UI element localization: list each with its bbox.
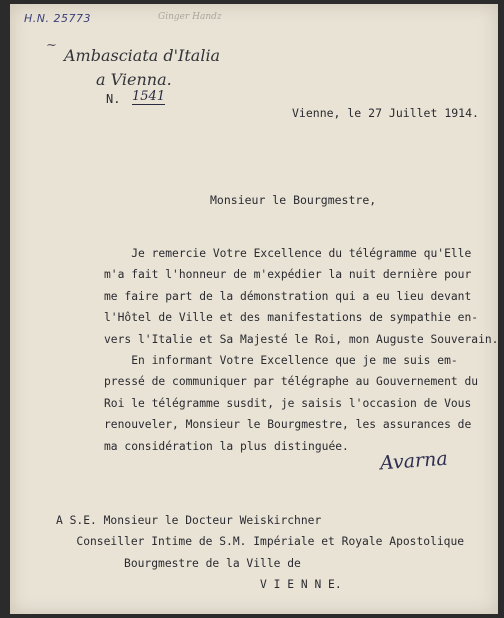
letter-page [10, 4, 498, 614]
body-line: Roi le télégramme susdit, je saisis l'occasion de Vous [104, 396, 472, 410]
salutation: Monsieur le Bourgmestre, [210, 193, 377, 207]
body-line: Je remercie Votre Excellence du télégramme qu'Elle [104, 247, 472, 260]
body-line: renouveler, Monsieur le Bourgmestre, les assurances de [104, 418, 472, 432]
protocol-number-value: 1541 [132, 89, 166, 104]
dateline: Vienne, le 27 Juillet 1914. [292, 106, 479, 120]
address-line: Bourgmestre de la Ville de [56, 556, 301, 570]
body-line: vers l'Italie et Sa Majesté le Roi, mon Auguste Souverain. [104, 332, 498, 346]
address-line: A S.E. Monsieur le Docteur Weiskirchner [56, 514, 322, 527]
body-line: En informant Votre Excellence que je me suis em- [104, 354, 458, 368]
letterhead-flourish: ~ [46, 38, 57, 53]
body-line: me faire part de la démonstration qui a eu lieu devant [104, 289, 472, 303]
address-line: V I E N N E. [56, 578, 342, 592]
handwritten-signature: Avarna [379, 447, 449, 475]
body-line: m'a fait l'honneur de m'expédier la nuit dernière pour [104, 268, 472, 282]
letter-body [104, 243, 498, 457]
recipient-address [56, 510, 464, 596]
letterhead-line-2: a Vienna. [96, 70, 172, 89]
pencil-annotation: Ginger Handz [158, 12, 222, 22]
body-line: ma considération la plus distinguée. [104, 439, 349, 453]
body-line: pressé de communiquer par télégraphe au Gouvernement du [104, 375, 479, 389]
protocol-number-label: N. [106, 92, 121, 106]
archive-reference-stamp: H.N. 25773 [24, 12, 91, 25]
address-line: Conseiller Intime de S.M. Impériale et Royale Apostolique [56, 535, 465, 549]
body-line: l'Hôtel de Ville et des manifestations de sympathie en- [104, 311, 479, 325]
letterhead-line-1: Ambasciata d'Italia [64, 46, 221, 65]
